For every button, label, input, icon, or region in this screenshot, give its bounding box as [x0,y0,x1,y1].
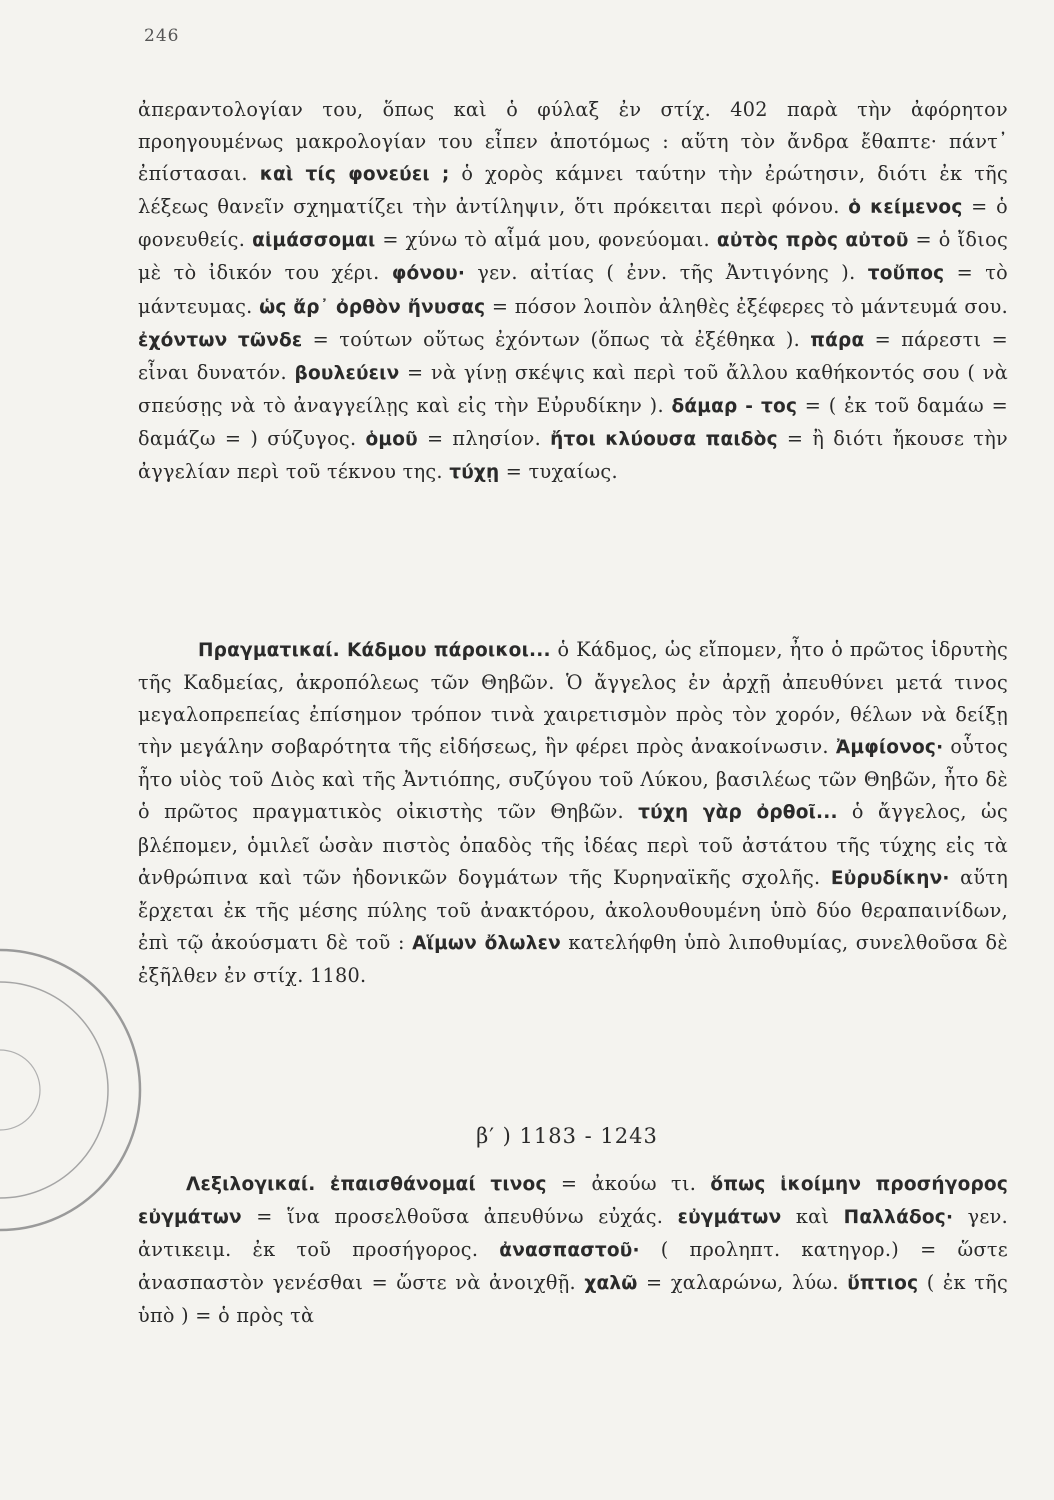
body-text: καὶ [781,1205,844,1229]
bold-term: τύχη γὰρ ὀρθοῖ... [638,802,838,824]
bold-term: Πραγματικαί. Κάδμου πάροικοι... [198,640,551,661]
body-text: ὁ Κάδμος, ὡς εἴπομεν, ἦτο ὁ πρῶτος ἱδρυτὴς τῆς Καδμείας, ἀκροπόλεως τῶν Θηβῶν. Ὁ ἄγγελος ἐν ἀρχῇ ἀπευθύνει μετά τινος μεγαλοπρεπείας ἐπίσημον τρόπον τινὰ χαιρετισμὸν πρὸς τὸν χορόν, θέλων νὰ δείξῃ τὴν μεγάλην σοβαρότητα τῆς εἰδήσεως, ἣν φέρει πρὸς ἀνακοίνωσιν. [138,638,1009,759]
body-text: ( προληπτ. κατηγορ.) = ὥστε ἀνασπαστὸν γενέσθαι = ὥστε νὰ ἀνοιχθῇ. [138,1238,1008,1295]
body-text: = ( ἐκ τοῦ δαμάω = δαμάζω = ) σύζυγος. [138,393,1008,450]
bold-term: ὅπως ἱκοίμην προσήγορος εὐγμάτων [138,1174,1008,1229]
body-text: = χαλαρώνω, λύω. [637,1271,848,1295]
body-text: = νὰ γίνῃ σκέψις καὶ περὶ τοῦ ἄλλου καθήκοντός σου ( νὰ σπεύσῃς νὰ τὸ ἀναγγείλῃς καὶ εἰς τὴν Εὐρυδίκην ). [138,360,1008,417]
paragraph-lexical-notes [138,94,1008,489]
body-text: γεν. ἀντικειμ. ἐκ τοῦ προσήγορος. [138,1205,1008,1262]
body-text: ὁ ἄγγελος, ὡς βλέπομεν, ὁμιλεῖ ὡσὰν πιστὸς ὀπαδὸς τῆς ἰδέας περὶ τοῦ ἀστάτου τῆς τύχης εἰς τὰ ἀνθρώπινα καὶ τῶν ἡδονικῶν δογμάτων τῆς Κυρηναϊκῆς σχολῆς. [138,800,1009,889]
bold-term: τύχῃ [449,462,500,484]
bold-term: φόνου· [391,263,466,285]
body-text: = ὁ ἴδιος μὲ τὸ ἰδικόν του χέρι. [138,228,1008,285]
bold-term: πάρα [810,329,865,351]
body-text: = τούτων οὕτως ἐχόντων (ὅπως τὰ ἐξέθηκα ). [302,327,811,351]
bold-term: καὶ τίς φονεύει ; [259,164,450,186]
bold-term: αὐτὸς πρὸς αὐτοῦ [716,230,909,252]
bold-term: Λεξιλογικαί. ἐπαισθάνομαί τινος [186,1174,547,1195]
body-text: = ὁ φονευθείς. [138,195,1009,252]
bold-term: Εὐρυδίκην· [830,867,950,889]
bold-term: εὐγμάτων [677,1207,782,1229]
bold-term: ὡς ἄρ᾽ ὀρθὸν ἤνυσας [259,296,486,318]
bold-term: ὁ κείμενος [848,197,963,219]
body-text: ( ἐκ τῆς ὑπὸ ) = ὁ πρὸς τὰ [138,1271,1009,1328]
body-text: = πόσον λοιπὸν ἀληθὲς ἐξέφερες τὸ μάντευμά σου. [485,294,1008,318]
bold-term: δάμαρ - τος [671,395,798,417]
bold-term: βουλεύειν [294,362,400,384]
body-text: = ἵνα προσελθοῦσα ἀπευθύνω εὐχάς. [241,1205,678,1229]
body-text: = πάρεστι = εἶναι δυνατόν. [138,327,1008,384]
paragraph-factual-notes [138,634,1008,992]
body-text: = τυχαίως. [499,460,618,484]
bold-term: Παλλάδος· [843,1207,954,1229]
bold-term: ὕπτιος [847,1273,919,1295]
library-stamp [0,940,150,1240]
bold-term: χαλῶ [584,1273,638,1295]
bold-term: Αἵμων ὄλωλεν [412,932,561,954]
bold-term: ἀνασπαστοῦ· [499,1240,640,1262]
body-text: κατελήφθη ὑπὸ λιποθυμίας, συνελθοῦσα δὲ ἐξῆλθεν ἐν στίχ. 1180. [138,930,1009,987]
body-text: = χύνω τὸ αἷμά μου, φονεύομαι. [375,228,717,252]
bold-term: ὁμοῦ [365,428,418,450]
page-number: 246 [144,26,180,46]
bold-term: Ἀμφίονος· [835,737,944,759]
body-text: ἀπεραντολογίαν του, ὅπως καὶ ὁ φύλαξ ἐν στίχ. 402 παρὰ τὴν ἀφόρητον προηγουμένως μακρολογίαν του εἶπεν ἀποτόμως : αὕτη τὸν ἄνδρα ἔθαπτε· πάντ᾽ ἐπίστασαι. [138,98,1008,186]
body-text: οὗτος ἦτο υἱὸς τοῦ Διὸς καὶ τῆς Ἀντιόπης, συζύγου τοῦ Λύκου, βασιλέως τῶν Θηβῶν, ἦτο δὲ ὁ πρῶτος πραγματικὸς οἰκιστὴς τῶν Θηβῶν. [138,735,1008,824]
section-heading: β′ ) 1183 - 1243 [476,1124,658,1148]
body-text: = ἢ διότι ἤκουσε τὴν ἀγγελίαν περὶ τοῦ τέκνου της. [138,426,1008,484]
bold-term: ἤτοι κλύουσα παιδὸς [550,428,778,450]
body-text: = τὸ μάντευμας. [138,261,1009,318]
bold-term: ἐχόντων τῶνδε [138,329,303,351]
body-text: αὕτη ἔρχεται ἐκ τῆς μέσης πύλης τοῦ ἀνακτόρου, ἀκολουθουμένη ὑπὸ δύο θεραπαινίδων, ἐπὶ τῷ ἀκούσματι δὲ τοῦ : [138,865,1008,954]
paragraph-lexical-notes-b [138,1168,1008,1332]
body-text: = πλησίον. [417,426,551,450]
body-text: = ἀκούω τι. [546,1172,711,1195]
body-text: γεν. αἰτίας ( ἐνν. τῆς Ἀντιγόνης ). [465,261,868,285]
bold-term: αἱμάσσομαι [252,230,376,252]
body-text: ὁ χορὸς κάμνει ταύτην τὴν ἐρώτησιν, διότι ἐκ τῆς λέξεως θανεῖν σχηματίζει τὴν ἀντίληψιν, ὅτι πρόκειται περὶ φόνου. [138,162,1008,219]
bold-term: τοὔπος [867,263,945,285]
